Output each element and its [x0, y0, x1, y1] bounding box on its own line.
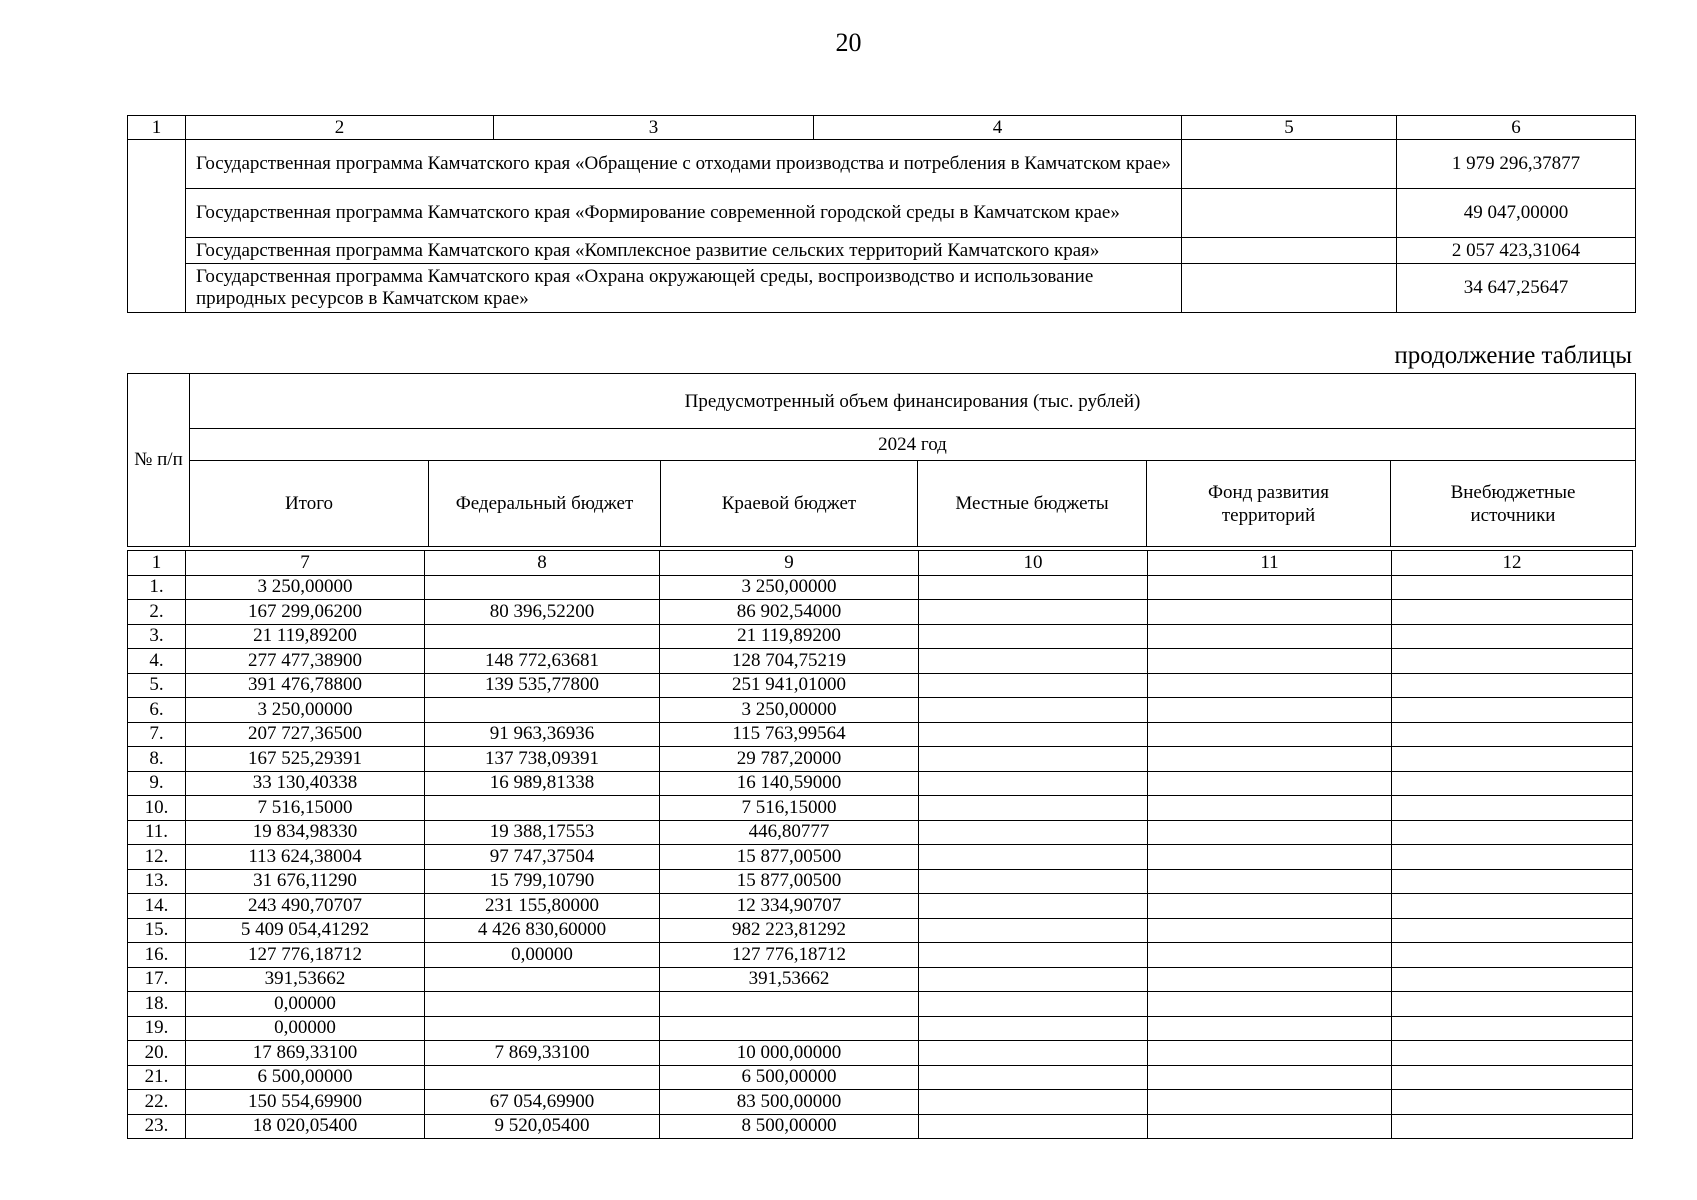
- column-number: 3: [494, 116, 814, 140]
- table-row: [128, 575, 1633, 600]
- extrabudgetary-value: [1392, 722, 1633, 747]
- total-value: 31 676,11290: [186, 869, 425, 894]
- table-row: [128, 918, 1633, 943]
- territory-fund-value: [1148, 1114, 1392, 1139]
- column-header-regional: Краевой бюджет: [661, 461, 918, 547]
- row-number: 17.: [128, 967, 186, 992]
- total-value: 167 299,06200: [186, 600, 425, 625]
- federal-value: 148 772,63681: [425, 649, 660, 674]
- total-value: 113 624,38004: [186, 845, 425, 870]
- regional-value: [660, 1016, 919, 1041]
- row-number: 21.: [128, 1065, 186, 1090]
- federal-value: 4 426 830,60000: [425, 918, 660, 943]
- total-value: 277 477,38900: [186, 649, 425, 674]
- federal-value: 15 799,10790: [425, 869, 660, 894]
- local-value: [919, 600, 1148, 625]
- territory-fund-value: [1148, 1090, 1392, 1115]
- funding-title: Предусмотренный объем финансирования (тыс. рублей): [190, 374, 1636, 429]
- row-number: 9.: [128, 771, 186, 796]
- local-value: [919, 649, 1148, 674]
- column-header-total: Итого: [190, 461, 429, 547]
- total-value: 6 500,00000: [186, 1065, 425, 1090]
- federal-value: [425, 796, 660, 821]
- regional-value: 8 500,00000: [660, 1114, 919, 1139]
- local-value: [919, 771, 1148, 796]
- program-amount: 2 057 423,31064: [1397, 238, 1636, 264]
- federal-value: 0,00000: [425, 943, 660, 968]
- local-value: [919, 673, 1148, 698]
- empty-cell: [1182, 238, 1397, 264]
- column-number: 1: [128, 551, 186, 576]
- column-number: 11: [1148, 551, 1392, 576]
- row-number: 23.: [128, 1114, 186, 1139]
- column-number: 10: [919, 551, 1148, 576]
- territory-fund-value: [1148, 698, 1392, 723]
- federal-value: 9 520,05400: [425, 1114, 660, 1139]
- extrabudgetary-value: [1392, 967, 1633, 992]
- total-value: 391,53662: [186, 967, 425, 992]
- regional-value: 10 000,00000: [660, 1041, 919, 1066]
- row-number: 18.: [128, 992, 186, 1017]
- territory-fund-value: [1148, 943, 1392, 968]
- territory-fund-value: [1148, 771, 1392, 796]
- territory-fund-value: [1148, 722, 1392, 747]
- extrabudgetary-value: [1392, 575, 1633, 600]
- total-value: 7 516,15000: [186, 796, 425, 821]
- territory-fund-value: [1148, 1016, 1392, 1041]
- row-number: 20.: [128, 1041, 186, 1066]
- column-number: 5: [1182, 116, 1397, 140]
- local-value: [919, 698, 1148, 723]
- territory-fund-value: [1148, 1065, 1392, 1090]
- federal-value: 97 747,37504: [425, 845, 660, 870]
- table-row: [128, 1114, 1633, 1139]
- territory-fund-value: [1148, 845, 1392, 870]
- program-row: [128, 140, 1636, 189]
- territory-fund-value: [1148, 967, 1392, 992]
- extrabudgetary-value: [1392, 1016, 1633, 1041]
- table-row: [128, 600, 1633, 625]
- regional-value: 128 704,75219: [660, 649, 919, 674]
- federal-value: 80 396,52200: [425, 600, 660, 625]
- column-numbers-row: [128, 116, 1636, 140]
- local-value: [919, 992, 1148, 1017]
- row-number: 14.: [128, 894, 186, 919]
- total-value: 19 834,98330: [186, 820, 425, 845]
- row-number: 3.: [128, 624, 186, 649]
- regional-value: 115 763,99564: [660, 722, 919, 747]
- column-number: 7: [186, 551, 425, 576]
- empty-cell: [1182, 140, 1397, 189]
- table-row: [128, 722, 1633, 747]
- table-row: [128, 747, 1633, 772]
- column-header-territory-fund: Фонд развития территорий: [1147, 461, 1391, 547]
- column-header-federal: Федеральный бюджет: [429, 461, 661, 547]
- federal-value: [425, 1065, 660, 1090]
- territory-fund-value: [1148, 894, 1392, 919]
- local-value: [919, 722, 1148, 747]
- table-row: [128, 894, 1633, 919]
- row-number: 12.: [128, 845, 186, 870]
- territory-fund-value: [1148, 624, 1392, 649]
- regional-value: 15 877,00500: [660, 869, 919, 894]
- column-number: 1: [128, 116, 186, 140]
- row-number: 11.: [128, 820, 186, 845]
- table-row: [128, 698, 1633, 723]
- total-value: 33 130,40338: [186, 771, 425, 796]
- program-row: [128, 238, 1636, 264]
- table-row: [128, 943, 1633, 968]
- local-value: [919, 918, 1148, 943]
- table-row: [128, 796, 1633, 821]
- extrabudgetary-value: [1392, 1114, 1633, 1139]
- program-amount: 34 647,25647: [1397, 264, 1636, 313]
- federal-value: [425, 992, 660, 1017]
- empty-cell: [1182, 189, 1397, 238]
- total-value: 391 476,78800: [186, 673, 425, 698]
- local-value: [919, 869, 1148, 894]
- local-value: [919, 1065, 1148, 1090]
- total-value: 17 869,33100: [186, 1041, 425, 1066]
- territory-fund-value: [1148, 820, 1392, 845]
- row-number: 2.: [128, 600, 186, 625]
- column-number: 8: [425, 551, 660, 576]
- regional-value: 86 902,54000: [660, 600, 919, 625]
- table-row: [128, 1090, 1633, 1115]
- total-value: 3 250,00000: [186, 698, 425, 723]
- total-value: 207 727,36500: [186, 722, 425, 747]
- regional-value: 3 250,00000: [660, 698, 919, 723]
- local-value: [919, 820, 1148, 845]
- federal-value: [425, 698, 660, 723]
- program-row: [128, 264, 1636, 313]
- table-row: [128, 771, 1633, 796]
- column-number: 12: [1392, 551, 1633, 576]
- total-value: 3 250,00000: [186, 575, 425, 600]
- local-value: [919, 967, 1148, 992]
- program-amount: 49 047,00000: [1397, 189, 1636, 238]
- total-value: 21 119,89200: [186, 624, 425, 649]
- local-value: [919, 1114, 1148, 1139]
- total-value: 0,00000: [186, 1016, 425, 1041]
- regional-value: 15 877,00500: [660, 845, 919, 870]
- extrabudgetary-value: [1392, 869, 1633, 894]
- extrabudgetary-value: [1392, 1090, 1633, 1115]
- regional-value: 127 776,18712: [660, 943, 919, 968]
- funding-data-table: [127, 550, 1633, 1139]
- regional-value: 7 516,15000: [660, 796, 919, 821]
- row-number: 8.: [128, 747, 186, 772]
- total-value: 243 490,70707: [186, 894, 425, 919]
- extrabudgetary-value: [1392, 796, 1633, 821]
- regional-value: 391,53662: [660, 967, 919, 992]
- regional-value: [660, 992, 919, 1017]
- program-name: Государственная программа Камчатского края «Формирование современной городской среды в Камчатском крае»: [186, 189, 1182, 238]
- row-number-header: № п/п: [128, 374, 190, 547]
- territory-fund-value: [1148, 600, 1392, 625]
- extrabudgetary-value: [1392, 747, 1633, 772]
- territory-fund-value: [1148, 649, 1392, 674]
- extrabudgetary-value: [1392, 649, 1633, 674]
- total-value: 167 525,29391: [186, 747, 425, 772]
- table-row: [128, 1065, 1633, 1090]
- regional-value: 12 334,90707: [660, 894, 919, 919]
- federal-value: [425, 624, 660, 649]
- table-row: [128, 845, 1633, 870]
- territory-fund-value: [1148, 1041, 1392, 1066]
- extrabudgetary-value: [1392, 771, 1633, 796]
- extrabudgetary-value: [1392, 600, 1633, 625]
- federal-value: 139 535,77800: [425, 673, 660, 698]
- federal-value: 67 054,69900: [425, 1090, 660, 1115]
- federal-value: 16 989,81338: [425, 771, 660, 796]
- column-number: 2: [186, 116, 494, 140]
- row-number: 5.: [128, 673, 186, 698]
- table-row: [128, 967, 1633, 992]
- program-name: Государственная программа Камчатского края «Комплексное развитие сельских территорий Камчатского края»: [186, 238, 1182, 264]
- federal-value: 7 869,33100: [425, 1041, 660, 1066]
- extrabudgetary-value: [1392, 673, 1633, 698]
- regional-value: 6 500,00000: [660, 1065, 919, 1090]
- program-amount: 1 979 296,37877: [1397, 140, 1636, 189]
- row-number: 19.: [128, 1016, 186, 1041]
- extrabudgetary-value: [1392, 894, 1633, 919]
- row-number: 13.: [128, 869, 186, 894]
- federal-value: 137 738,09391: [425, 747, 660, 772]
- local-value: [919, 796, 1148, 821]
- row-number: 4.: [128, 649, 186, 674]
- local-value: [919, 624, 1148, 649]
- territory-fund-value: [1148, 575, 1392, 600]
- column-numbers-row: [128, 551, 1633, 576]
- column-number: 6: [1397, 116, 1636, 140]
- year-header: 2024 год: [190, 429, 1636, 461]
- row-number: 6.: [128, 698, 186, 723]
- local-value: [919, 1041, 1148, 1066]
- regional-value: 83 500,00000: [660, 1090, 919, 1115]
- table-row: [128, 869, 1633, 894]
- table-row: [128, 1041, 1633, 1066]
- total-value: 0,00000: [186, 992, 425, 1017]
- table-row: [128, 820, 1633, 845]
- row-number: 22.: [128, 1090, 186, 1115]
- regional-value: 29 787,20000: [660, 747, 919, 772]
- local-value: [919, 845, 1148, 870]
- extrabudgetary-value: [1392, 1041, 1633, 1066]
- territory-fund-value: [1148, 869, 1392, 894]
- empty-cell: [1182, 264, 1397, 313]
- federal-value: [425, 967, 660, 992]
- row-number: 7.: [128, 722, 186, 747]
- local-value: [919, 894, 1148, 919]
- territory-fund-value: [1148, 992, 1392, 1017]
- program-name: Государственная программа Камчатского края «Обращение с отходами производства и потребления в Камчатском крае»: [186, 140, 1182, 189]
- table-row: [128, 624, 1633, 649]
- extrabudgetary-value: [1392, 943, 1633, 968]
- column-number: 4: [814, 116, 1182, 140]
- table-row: [128, 673, 1633, 698]
- program-name: Государственная программа Камчатского края «Охрана окружающей среды, воспроизводство и использование природных ресурсов в Камчатском крае»: [186, 264, 1182, 313]
- territory-fund-value: [1148, 796, 1392, 821]
- table-row: [128, 992, 1633, 1017]
- empty-number-cell: [128, 140, 186, 313]
- regional-value: 982 223,81292: [660, 918, 919, 943]
- local-value: [919, 943, 1148, 968]
- extrabudgetary-value: [1392, 820, 1633, 845]
- continuation-label: продолжение таблицы: [1394, 342, 1632, 369]
- funding-header-table: [127, 373, 1636, 547]
- territory-fund-value: [1148, 918, 1392, 943]
- extrabudgetary-value: [1392, 918, 1633, 943]
- total-value: 150 554,69900: [186, 1090, 425, 1115]
- row-number: 1.: [128, 575, 186, 600]
- extrabudgetary-value: [1392, 845, 1633, 870]
- regional-value: 3 250,00000: [660, 575, 919, 600]
- territory-fund-value: [1148, 673, 1392, 698]
- regional-value: 16 140,59000: [660, 771, 919, 796]
- table-row: [128, 649, 1633, 674]
- column-header-local: Местные бюджеты: [918, 461, 1147, 547]
- extrabudgetary-value: [1392, 1065, 1633, 1090]
- federal-value: 19 388,17553: [425, 820, 660, 845]
- total-value: 127 776,18712: [186, 943, 425, 968]
- program-row: [128, 189, 1636, 238]
- total-value: 5 409 054,41292: [186, 918, 425, 943]
- regional-value: 21 119,89200: [660, 624, 919, 649]
- local-value: [919, 1016, 1148, 1041]
- total-value: 18 020,05400: [186, 1114, 425, 1139]
- page-number: 20: [835, 28, 862, 57]
- table-row: [128, 1016, 1633, 1041]
- extrabudgetary-value: [1392, 624, 1633, 649]
- column-header-extrabudgetary: Внебюджетные источники: [1391, 461, 1636, 547]
- federal-value: [425, 575, 660, 600]
- extrabudgetary-value: [1392, 992, 1633, 1017]
- federal-value: [425, 1016, 660, 1041]
- local-value: [919, 747, 1148, 772]
- territory-fund-value: [1148, 747, 1392, 772]
- federal-value: 91 963,36936: [425, 722, 660, 747]
- federal-value: 231 155,80000: [425, 894, 660, 919]
- local-value: [919, 1090, 1148, 1115]
- column-number: 9: [660, 551, 919, 576]
- row-number: 15.: [128, 918, 186, 943]
- programs-table: [127, 115, 1636, 313]
- row-number: 16.: [128, 943, 186, 968]
- regional-value: 251 941,01000: [660, 673, 919, 698]
- local-value: [919, 575, 1148, 600]
- extrabudgetary-value: [1392, 698, 1633, 723]
- row-number: 10.: [128, 796, 186, 821]
- regional-value: 446,80777: [660, 820, 919, 845]
